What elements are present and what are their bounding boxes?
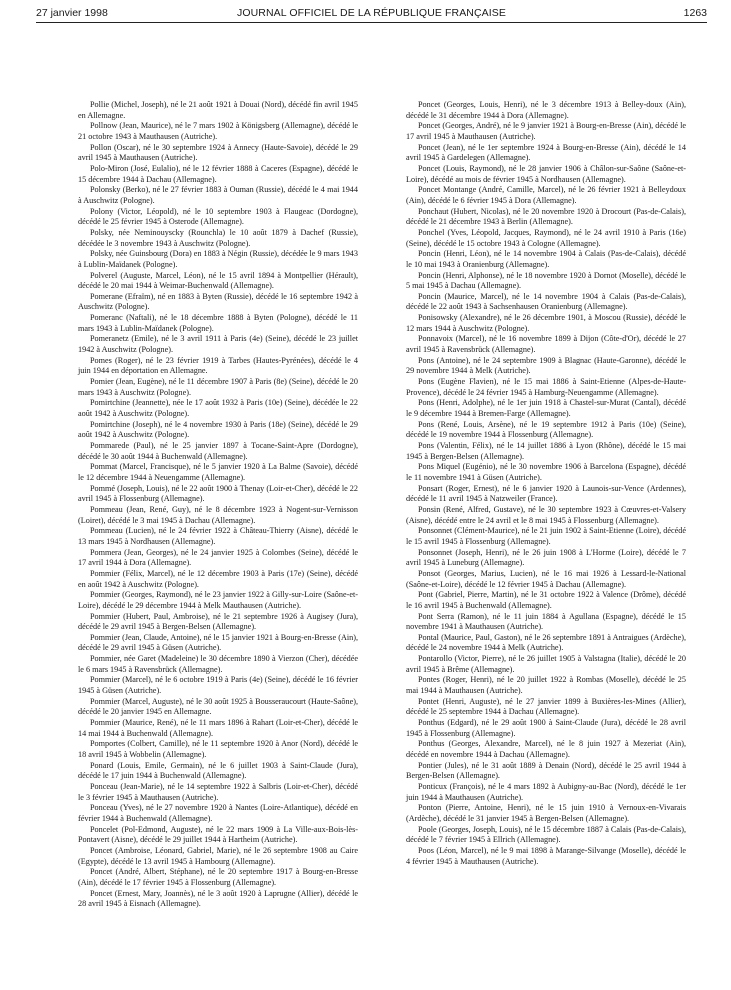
deportee-entry: Poncelet (Pol-Edmond, Auguste), né le 22 mars 1909 à La Ville-aux-Bois-lès-Pontavert (Aisne), décédé le 29 juillet 1944 à Hartheim (Autriche).: [78, 824, 358, 845]
deportee-entry: Pomirtchine (Jeannette), née le 17 août 1932 à Paris (10e) (Seine), décédée le 22 août 1942 à Auschwitz (Pologne).: [78, 398, 358, 419]
deportee-entry: Pommera (Jean, Georges), né le 24 janvier 1925 à Colombes (Seine), décédé le 17 avril 1944 à Dora (Allemagne).: [78, 547, 358, 568]
deportee-entry: Polverel (Auguste, Marcel, Léon), né le 15 avril 1894 à Montpellier (Hérault), décédé le 20 mai 1944 à Weimar-Buchenwald (Allemagne).: [78, 270, 358, 291]
page-number: 1263: [683, 7, 707, 19]
deportee-entry: Pomirtchine (Joseph), né le 4 novembre 1930 à Paris (18e) (Seine), décédé le 29 août 1942 à Auschwitz (Pologne).: [78, 419, 358, 440]
deportee-entry: Pollnow (Jean, Maurice), né le 7 mars 1902 à Königsberg (Allemagne), décédé le 21 octobre 1943 à Mauthausen (Autriche).: [78, 121, 358, 141]
deportee-entry: Ponsot (Georges, Marius, Lucien), né le 16 mai 1926 à Lessard-le-National (Saône-et-Loire), décédé le 12 février 1945 à Dachau (Allemagne).: [406, 568, 686, 589]
deportee-entry: Pomeranc (Naftali), né le 18 décembre 1888 à Byten (Pologne), décédé le 11 mars 1943 à Lublin-Maïdanek (Pologne).: [78, 313, 358, 333]
deportee-entry: Poncet (André, Albert, Stéphane), né le 20 septembre 1917 à Bourg-en-Bresse (Ain), décédé le 17 février 1945 à Flossenburg (Allemagne).: [78, 867, 358, 887]
deportee-entry: Pons (René, Louis, Arsène), né le 19 septembre 1912 à Paris (10e) (Seine), décédé le 19 novembre 1944 à Flossenburg (Allemagne).: [406, 419, 686, 440]
deportee-entry: Pont Serra (Ramon), né le 11 juin 1884 à Agullana (Espagne), décédé le 15 novembre 1941 à Mauthausen (Autriche).: [406, 611, 686, 632]
journal-title: JOURNAL OFFICIEL DE LA RÉPUBLIQUE FRANÇAISE: [237, 7, 506, 19]
deportee-entry: Polsky, née Guinsbourg (Dora) en 1883 à Négin (Russie), décédée le 9 mars 1943 à Lublin-Maïdanek (Pologne).: [78, 249, 358, 269]
deportee-entry: Pommier (Marcel), né le 6 octobre 1919 à Paris (4e) (Seine), décédé le 16 février 1945 à Güsen (Autriche).: [78, 675, 358, 696]
deportee-entry: Poncet Montange (André, Camille, Marcel), né le 26 février 1921 à Belleydoux (Ain), décédé le 6 février 1945 à Dora (Allemagne).: [406, 185, 686, 205]
deportee-entry: Pontet (Henri, Auguste), né le 27 janvier 1899 à Buxières-les-Mines (Allier), décédé le 25 septembre 1944 à Dachau (Allemagne).: [406, 696, 686, 717]
deportee-entry: Pommier (Marcel, Auguste), né le 30 août 1925 à Bousseraucourt (Haute-Saône), décédé le 20 janvier 1945 en Allemagne.: [78, 696, 358, 717]
deportee-entry: Pontes (Roger, Henri), né le 20 juillet 1922 à Rombas (Moselle), décédé le 25 mai 1944 à Mauthausen (Autriche).: [406, 675, 686, 696]
deportee-entry: Pommeau (Jean, René, Guy), né le 8 décembre 1923 à Nogent-sur-Vernisson (Loiret), décédé le 3 mai 1945 à Dachau (Allemagne).: [78, 504, 358, 525]
deportee-entry: Pommat (Marcel, Francisque), né le 5 janvier 1920 à La Balme (Savoie), décédé le 12 décembre 1944 à Neuengamme (Allemagne).: [78, 462, 358, 482]
deportee-entry: Pomportes (Colbert, Camille), né le 11 septembre 1920 à Anor (Nord), décédé le 18 avril 1945 à Wobbelin (Allemagne).: [78, 739, 358, 760]
deportee-entry: Ponard (Louis, Emile, Germain), né le 6 juillet 1903 à Saint-Claude (Jura), décédé le 17 juin 1944 à Buchenwald (Allemagne).: [78, 760, 358, 781]
page-header: [36, 4, 707, 22]
deportee-entry: Pomier (Jean, Eugène), né le 11 décembre 1907 à Paris (8e) (Seine), décédé le 20 mars 1943 à Auschwitz (Pologne).: [78, 377, 358, 397]
deportee-entry: Pons Miquel (Eugénio), né le 30 novembre 1906 à Barcelona (Espagne), décédé le 11 novembre 1941 à Güsen (Autriche).: [406, 462, 686, 482]
deportee-entry: Poncet (Ernest, Mary, Joannès), né le 3 août 1920 à Laprugne (Allier), décédé le 28 avril 1945 à Eisnach (Allemagne).: [78, 888, 358, 909]
deportee-entry: Ponton (Pierre, Antoine, Henri), né le 15 juin 1910 à Vernoux-en-Vivarais (Ardèche), décédé le 31 janvier 1945 à Bergen-Belsen (Allemagne).: [406, 803, 686, 823]
deportee-entry: Poncin (Maurice, Marcel), né le 14 novembre 1904 à Calais (Pas-de-Calais), décédé le 22 août 1943 à Sachsenhausen Oranienburg (Allemagne).: [406, 291, 686, 312]
deportee-entry: Ponsonnet (Clément-Maurice), né le 21 juin 1902 à Saint-Etienne (Loire), décédé le 15 avril 1945 à Flossenburg (Allemagne).: [406, 526, 686, 546]
deportee-entry: Poncet (Louis, Raymond), né le 28 janvier 1906 à Châlon-sur-Saône (Saône-et-Loire), décédé au mois de février 1945 à Nordhausen (Allemagne).: [406, 163, 686, 184]
deportee-entry: Ponisowsky (Alexandre), né le 26 décembre 1901, à Moscou (Russie), décédé le 12 mars 1944 à Auschwitz (Pologne).: [406, 313, 686, 333]
deportee-entry: Pontarollo (Victor, Pierre), né le 26 juillet 1905 à Valstagna (Italie), décédé le 20 avril 1945 à Brême (Allemagne).: [406, 654, 686, 674]
left-column: [78, 100, 358, 910]
deportee-entry: Pomerane (Efraïm), né en 1883 à Byten (Russie), décédé le 16 septembre 1942 à Auschwitz (Pologne).: [78, 291, 358, 312]
deportee-entry: Pollon (Oscar), né le 30 septembre 1924 à Annecy (Haute-Savoie), décédé le 29 avril 1945 à Mauthausen (Autriche).: [78, 142, 358, 163]
deportee-entry: Ponceau (Jean-Marie), né le 14 septembre 1922 à Salbris (Loir-et-Cher), décédé le 3 février 1945 à Mauthausen (Autriche).: [78, 782, 358, 802]
deportee-entry: Ponsin (René, Alfred, Gustave), né le 30 septembre 1923 à Cœuvres-et-Valsery (Aisne), décédé entre le 24 avril et le 8 mai 1945 à Flossenburg (Allemagne).: [406, 504, 686, 525]
deportee-entry: Pommier (Maurice, René), né le 11 mars 1896 à Rahart (Loir-et-Cher), décédé le 14 mai 1944 à Buchenwald (Allemagne).: [78, 718, 358, 738]
deportee-entry: Polonsky (Berko), né le 27 février 1883 à Ouman (Russie), décédé le 4 mai 1944 à Auschwitz (Pologne).: [78, 185, 358, 205]
deportee-entry: Poncin (Henri, Léon), né le 14 novembre 1904 à Calais (Pas-de-Calais), décédé le 10 mai 1943 à Oranienburg (Allemagne).: [406, 249, 686, 269]
deportee-entry: Pomeranetz (Emile), né le 3 avril 1911 à Paris (4e) (Seine), décédé le 23 juillet 1942 à Auschwitz (Pologne).: [78, 334, 358, 355]
deportee-entry: Pontal (Maurice, Paul, Gaston), né le 26 septembre 1891 à Antraigues (Ardèche), décédé le 24 novembre 1944 à Melk (Autriche).: [406, 632, 686, 653]
deportee-entry: Poncin (Henri, Alphonse), né le 18 novembre 1920 à Dornot (Moselle), décédé le 5 mai 1945 à Dachau (Allemagne).: [406, 270, 686, 291]
deportee-entry: Poncet (Ambroise, Léonard, Gabriel, Marie), né le 26 septembre 1908 au Caire (Egypte), décédé le 13 avril 1945 à Hambourg (Allemagne).: [78, 845, 358, 866]
deportee-entry: Ponchel (Yves, Léopold, Jacques, Raymond), né le 24 avril 1910 à Paris (16e) (Seine), décédé le 15 octobre 1943 à Cologne (Allemagne).: [406, 227, 686, 248]
deportee-entry: Pommier, née Garet (Madeleine) le 30 décembre 1890 à Vierzon (Cher), décédée le 6 mars 1945 à Ravensbrück (Allemagne).: [78, 654, 358, 674]
deportee-entry: Pommier (Hubert, Paul, Ambroise), né le 21 septembre 1926 à Augisey (Jura), décédé le 29 avril 1945 à Bergen-Belsen (Allemagne).: [78, 611, 358, 632]
deportee-entry: Poos (Léon, Marcel), né le 9 mai 1898 à Marange-Silvange (Moselle), décédé le 4 février 1945 à Mauthausen (Autriche).: [406, 845, 686, 866]
deportee-entry: Polo-Miron (José, Eulalio), né le 12 février 1888 à Caceres (Espagne), décédé le 15 décembre 1944 à Dachau (Allemagne).: [78, 163, 358, 184]
deportee-entry: Pommarede (Paul), né le 25 janvier 1897 à Tocane-Saint-Apre (Dordogne), décédé le 30 août 1944 à Buchenwald (Allemagne).: [78, 441, 358, 461]
deportee-entry: Pommé (Joseph, Louis), né le 22 août 1900 à Thenay (Loir-et-Cher), décédé le 22 avril 1945 à Flossenburg (Allemagne).: [78, 483, 358, 504]
deportee-entry: Ponnavoix (Marcel), né le 16 novembre 1899 à Dijon (Côte-d'Or), décédé le 27 avril 1945 à Ravensbrück (Allemagne).: [406, 334, 686, 355]
right-column: [406, 100, 686, 867]
deportee-entry: Ponchaut (Hubert, Nicolas), né le 20 novembre 1920 à Drocourt (Pas-de-Calais), décédé le 21 décembre 1943 à Berlin (Allemagne).: [406, 206, 686, 227]
deportee-entry: Poncet (Georges, Louis, Henri), né le 3 décembre 1913 à Belley-doux (Ain), décédé le 31 décembre 1944 à Dora (Allemagne).: [406, 100, 686, 120]
deportee-entry: Poncet (Jean), né le 1er septembre 1924 à Bourg-en-Bresse (Ain), décédé le 14 avril 1945 à Gardelegen (Allemagne).: [406, 142, 686, 163]
deportee-entry: Poncet (Georges, André), né le 9 janvier 1921 à Bourg-en-Bresse (Ain), décédé le 17 avril 1945 à Mauthausen (Autriche).: [406, 121, 686, 141]
deportee-entry: Pons (Antoine), né le 24 septembre 1909 à Blagnac (Haute-Garonne), décédé le 29 novembre 1944 à Melk (Autriche).: [406, 355, 686, 376]
deportee-entry: Ponticux (François), né le 4 mars 1892 à Aubigny-au-Bac (Nord), décédé le 1er juin 1944 à Mauthausen (Autriche).: [406, 782, 686, 802]
deportee-entry: Pommier (Félix, Marcel), né le 12 décembre 1903 à Paris (17e) (Seine), décédé en août 1942 à Auschwitz (Pologne).: [78, 568, 358, 589]
deportee-entry: Pollie (Michel, Joseph), né le 21 août 1921 à Douai (Nord), décédé fin avril 1945 en Allemagne.: [78, 100, 358, 120]
deportee-entry: Pommier (Jean, Claude, Antoine), né le 15 janvier 1921 à Bourg-en-Bresse (Ain), décédé le 29 avril 1945 à Güsen (Autriche).: [78, 632, 358, 653]
deportee-entry: Ponthus (Georges, Alexandre, Marcel), né le 8 juin 1927 à Mezeriat (Ain), décédé en novembre 1944 à Dachau (Allemagne).: [406, 739, 686, 760]
header-date: 27 janvier 1998: [36, 7, 108, 19]
deportee-entry: Poole (Georges, Joseph, Louis), né le 15 décembre 1887 à Calais (Pas-de-Calais), décédé le 7 février 1945 à Ellrich (Allemagne).: [406, 824, 686, 845]
deportee-entry: Ponthus (Edgard), né le 29 août 1900 à Saint-Claude (Jura), décédé le 28 avril 1945 à Flossenburg (Allemagne).: [406, 718, 686, 738]
deportee-entry: Pontier (Jules), né le 31 août 1889 à Denain (Nord), décédé le 25 avril 1944 à Bergen-Belsen (Allemagne).: [406, 760, 686, 781]
header-rule: [36, 22, 707, 23]
deportee-entry: Pommeau (Lucien), né le 24 février 1922 à Château-Thierry (Aisne), décédé le 13 mars 1945 à Nordhausen (Allemagne).: [78, 526, 358, 546]
deportee-entry: Pons (Valentin, Félix), né le 14 juillet 1886 à Lyon (Rhône), décédé le 15 mai 1945 à Bergen-Belsen (Allemagne).: [406, 441, 686, 461]
deportee-entry: Ponceau (Yves), né le 27 novembre 1920 à Nantes (Loire-Atlantique), décédé en février 1944 à Buchenwald (Allemagne).: [78, 803, 358, 823]
deportee-entry: Pont (Gabriel, Pierre, Martin), né le 31 octobre 1922 à Valence (Drôme), décédé le 16 avril 1945 à Buchenwald (Allemagne).: [406, 590, 686, 610]
deportee-entry: Pomes (Roger), né le 23 février 1919 à Tarbes (Hautes-Pyrénées), décédé le 4 juin 1944 en déportation en Allemagne.: [78, 355, 358, 376]
deportee-entry: Pons (Henri, Adolphe), né le 1er juin 1918 à Chastel-sur-Murat (Cantal), décédé le 9 décembre 1944 à Bremen-Farge (Allemagne).: [406, 398, 686, 419]
deportee-entry: Pommier (Georges, Raymond), né le 23 janvier 1922 à Gilly-sur-Loire (Saône-et-Loire), décédé le 29 décembre 1944 à Melk Mauthausen (Autriche).: [78, 590, 358, 610]
deportee-entry: Polsky, née Neminouyscky (Rounchla) le 10 août 1879 à Dachef (Russie), décédée le 3 novembre 1943 à Auschwitz (Pologne).: [78, 227, 358, 248]
deportee-entry: Polony (Victor, Léopold), né le 10 septembre 1903 à Flaugeac (Dordogne), décédé le 25 février 1945 à Osterode (Allemagne).: [78, 206, 358, 227]
deportee-entry: Pons (Eugène Flavien), né le 15 mai 1886 à Saint-Etienne (Alpes-de-Haute-Provence), décédé le 24 février 1945 à Hamburg-Neuengamme (Allemagne).: [406, 377, 686, 397]
deportee-entry: Ponsart (Roger, Ernest), né le 6 janvier 1920 à Launois-sur-Vence (Ardennes), décédé le 11 avril 1945 à Natzweiler (France).: [406, 483, 686, 504]
deportee-entry: Ponsonnet (Joseph, Henri), né le 26 juin 1908 à L'Horme (Loire), décédé le 7 avril 1945 à Luneburg (Allemagne).: [406, 547, 686, 568]
